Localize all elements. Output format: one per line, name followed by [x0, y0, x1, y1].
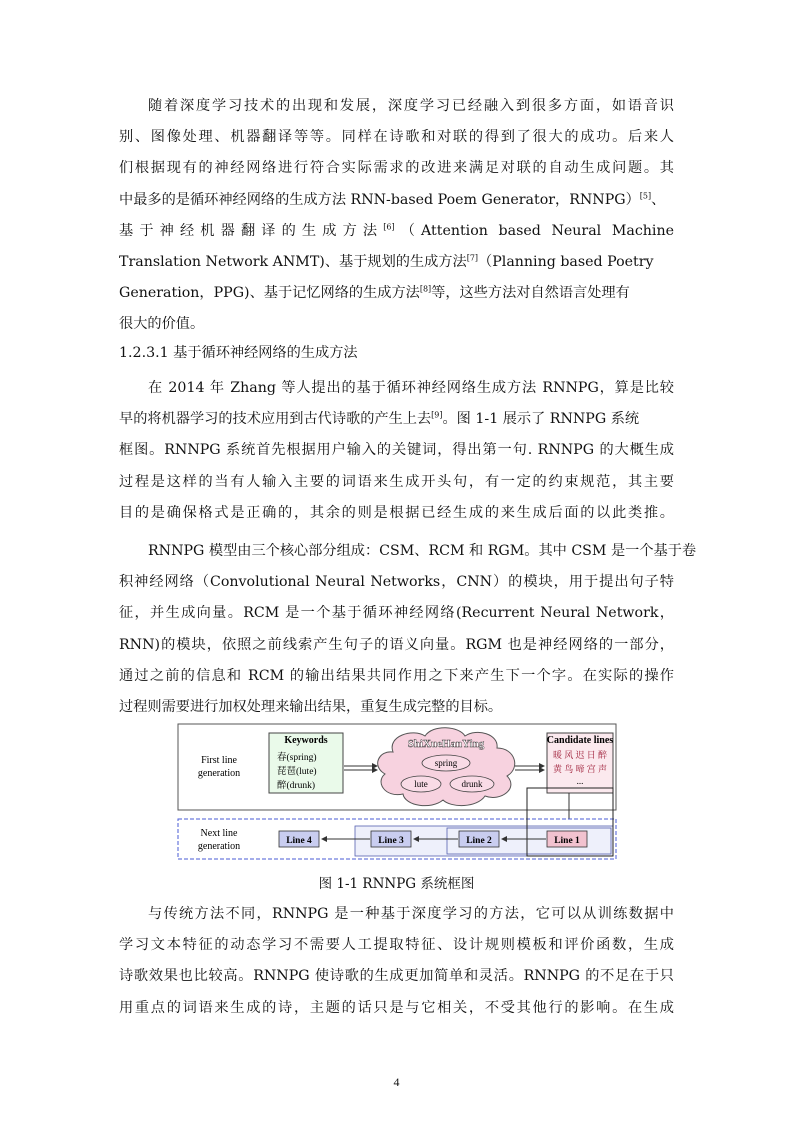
paragraph-4: [119, 899, 674, 1024]
paragraph-3: [119, 536, 697, 723]
text-line: 们根据现有的神经网络进行符合实际需求的改进来满足对联的自动生成问题。其: [119, 160, 674, 177]
candidate-ellipsis: ...: [576, 776, 584, 786]
cloud-word: drunk: [461, 779, 483, 789]
paragraph-1: [119, 91, 674, 341]
section-heading: 1.2.3.1 基于循环神经网络的生成方法: [119, 345, 358, 361]
citation: [5]: [639, 190, 652, 200]
text-line: 诗歌效果也比较高。RNNPG 使诗歌的生成更加简单和灵活。RNNPG 的不足在于只: [119, 968, 674, 985]
keyword: 琵琶(lute): [277, 767, 317, 777]
line-1-label: Line 1: [554, 836, 580, 846]
next-line-label: Next line: [200, 828, 238, 839]
text-line: 目的是确保格式是正确的，其余的则是根据已经生成的来生成后面的以此类推。: [119, 504, 674, 521]
text-line: 中最多的是循环神经网络的生成方法 RNN-based Poem Generator，RNNPG）[5]、: [119, 190, 666, 208]
cloud-word: lute: [414, 779, 428, 789]
candidate-line: 黄 鸟 啼 宫 声: [552, 764, 608, 774]
text-line: Translation Network ANMT)、基于规划的生成方法[7]（Planning based Poetry: [119, 253, 654, 271]
text-line: 过程则需要进行加权处理来输出结果，重复生成完整的目标。: [119, 699, 503, 716]
citation: [9]: [431, 410, 443, 420]
text-line: 学习文本特征的动态学习不需要人工提取特征、设计规则模板和评价函数，生成: [119, 937, 674, 954]
figure-caption: 图 1-1 RNNPG 系统框图: [318, 876, 475, 892]
text-line: RNN)的模块，依照之前线索产生句子的语义向量。RGM 也是神经网络的一部分，: [119, 636, 674, 653]
text-line: 随着深度学习技术的出现和发展，深度学习已经融入到很多方面，如语音识: [148, 98, 674, 114]
text-line: 框图。RNNPG 系统首先根据用户输入的关键词，得出第一句. RNNPG 的大概生成: [119, 442, 674, 459]
text-line: 在 2014 年 Zhang 等人提出的基于循环神经网络生成方法 RNNPG，算是比较: [148, 380, 674, 396]
keyword: 春(spring): [277, 753, 317, 763]
keyword: 醉(drunk): [277, 781, 315, 791]
candidate-title: Candidate lines: [546, 735, 614, 746]
next-line-label: generation: [197, 841, 241, 852]
candidate-line: 暖 风 迟 日 醉: [552, 750, 608, 760]
text-line: 积神经网络（Convolutional Neural Networks，CNN）的模块，用于提出句子特: [119, 574, 674, 591]
text-line: 很大的价值。: [119, 316, 205, 333]
citation: [7]: [466, 253, 479, 263]
text-line: RNNPG 模型由三个核心部分组成：CSM、RCM 和 RGM。其中 CSM 是一个基于卷: [148, 543, 697, 559]
line-2-label: Line 2: [466, 836, 492, 846]
line-3-label: Line 3: [378, 836, 404, 846]
text-line: 征，并生成向量。RCM 是一个基于循环神经网络(Recurrent Neural Network，: [119, 605, 674, 622]
text-line: 早的将机器学习的技术应用到古代诗歌的产生上去[9]。图 1-1 展示了 RNNPG 系统: [119, 410, 640, 428]
first-line-label: generation: [197, 768, 241, 779]
line-4-label: Line 4: [286, 836, 312, 846]
text-line: Generation，PPG)、基于记忆网络的生成方法[8]等，这些方法对自然语言处理有: [119, 284, 630, 302]
text-line: 基于神经机器翻译的生成方法[6]（Attention based Neural Machine: [119, 222, 674, 239]
citation: [8]: [419, 284, 432, 294]
page-number: 4: [393, 1075, 400, 1089]
keywords-title: Keywords: [284, 735, 328, 746]
text-line: 用重点的词语来生成的诗，主题的话只是与它相关，不受其他行的影响。在生成: [119, 999, 674, 1016]
text-line: 过程是这样的当有人输入主要的词语来生成开头句，有一定的约束规范，其主要: [119, 473, 674, 490]
cloud-word: spring: [434, 758, 458, 768]
citation: [6]: [383, 222, 395, 232]
cloud-title: ShiXueHanYing: [407, 738, 485, 750]
text-line: 与传统方法不同，RNNPG 是一种基于深度学习的方法，它可以从训练数据中: [148, 906, 674, 922]
rnnpg-diagram: [175, 722, 619, 864]
first-line-label: First line: [201, 755, 237, 766]
text-line: 通过之前的信息和 RCM 的输出结果共同作用之下来产生下一个字。在实际的操作: [119, 667, 674, 684]
text-line: 别、图像处理、机器翻译等等。同样在诗歌和对联的得到了很大的成功。后来人: [119, 129, 674, 146]
paragraph-2: [119, 373, 674, 529]
